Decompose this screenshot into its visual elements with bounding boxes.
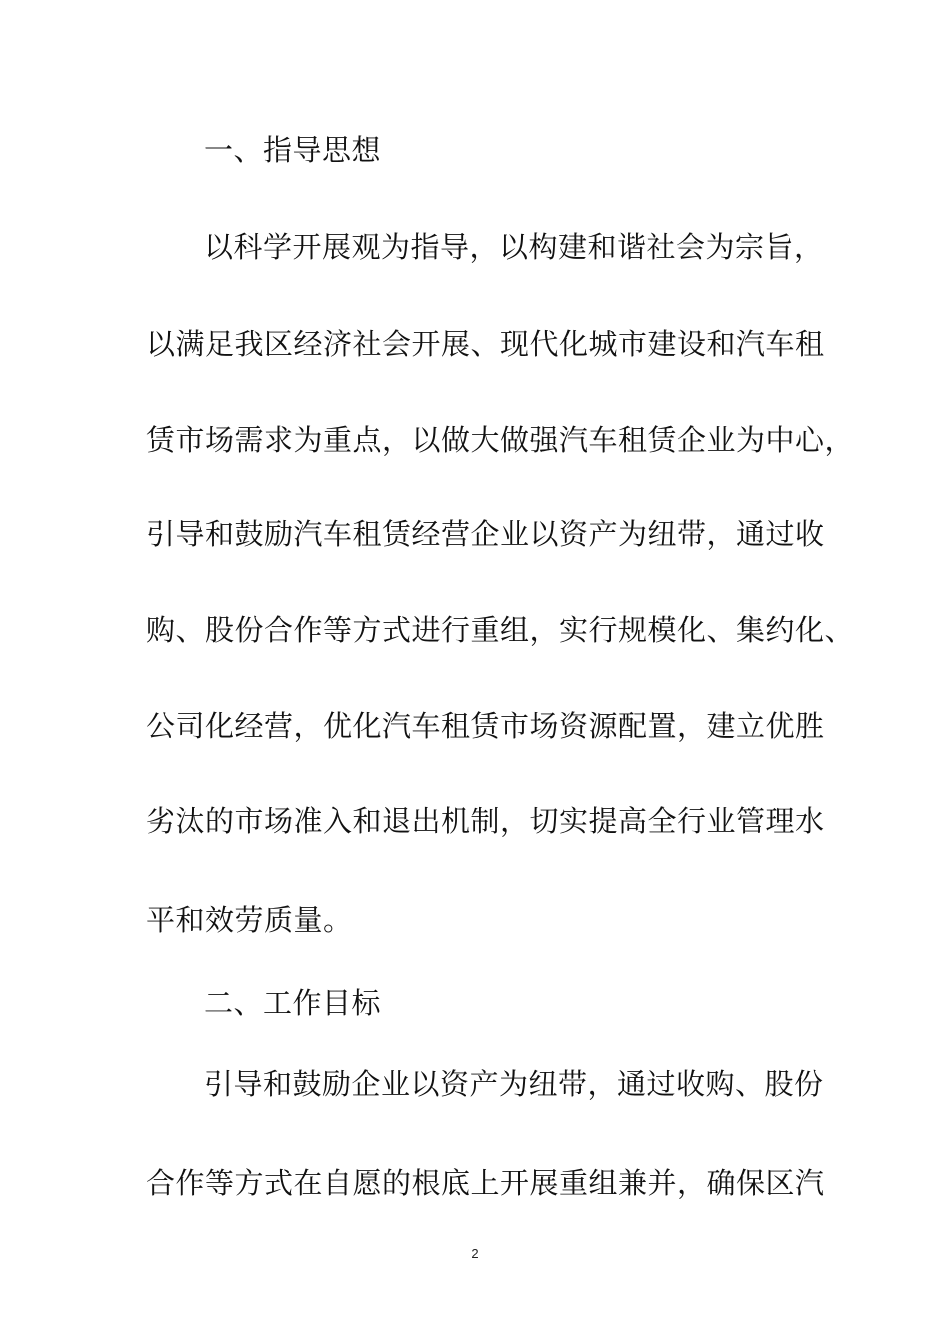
paragraph-line: 以科学开展观为指导，以构建和谐社会为宗旨， [204, 230, 824, 264]
paragraph-line: 合作等方式在自愿的根底上开展重组兼并，确保区汽 [146, 1166, 825, 1200]
paragraph-line: 劣汰的市场准入和退出机制，切实提高全行业管理水 [146, 804, 825, 838]
paragraph-line: 赁市场需求为重点，以做大做强汽车租赁企业为中心， [146, 423, 855, 457]
paragraph-line: 以满足我区经济社会开展、现代化城市建设和汽车租 [146, 327, 825, 361]
page-number: 2 [471, 1246, 479, 1261]
paragraph-line: 引导和鼓励汽车租赁经营企业以资产为纽带，通过收 [146, 517, 825, 551]
section-heading-guiding-ideology: 一、指导思想 [204, 133, 382, 167]
paragraph-line: 平和效劳质量。 [146, 903, 353, 937]
paragraph-line: 引导和鼓励企业以资产为纽带，通过收购、股份 [204, 1067, 824, 1101]
paragraph-line: 公司化经营，优化汽车租赁市场资源配置，建立优胜 [146, 709, 825, 743]
section-heading-work-goals: 二、工作目标 [204, 986, 382, 1020]
paragraph-line: 购、股份合作等方式进行重组，实行规模化、集约化、 [146, 613, 855, 647]
